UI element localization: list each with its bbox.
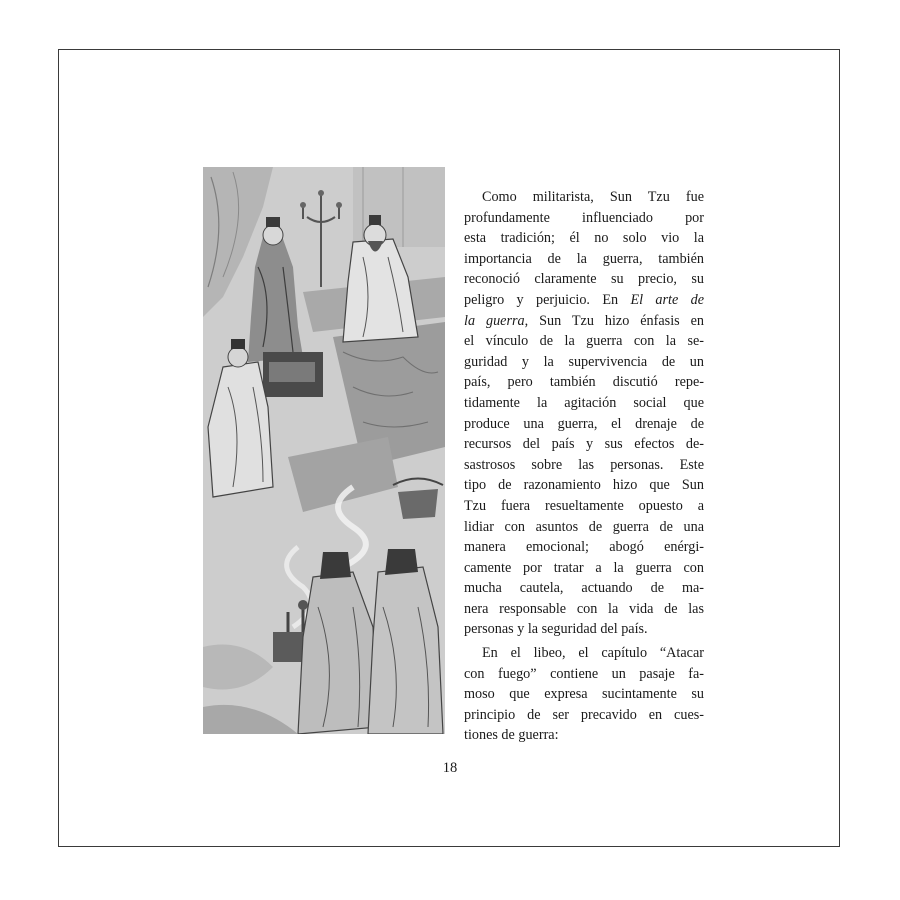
text-line: tipo de razonamiento hizo que Sun [464, 477, 704, 494]
text-line: Como militarista, Sun Tzu fue [482, 189, 704, 205]
text-line: nera responsable con la vida de las [464, 600, 704, 617]
text-line: sastrosos sobre las personas. Este [464, 456, 704, 473]
text-line [464, 311, 704, 332]
text-line: guridad y la supervivencia de un [464, 353, 704, 370]
text-line: esta tradición; él no solo vio la [464, 230, 704, 247]
text-segment: peligro y perjuicio. En [464, 291, 631, 308]
text-line: mucha cautela, actuando de ma- [464, 580, 704, 597]
body-text [464, 187, 704, 746]
illustration [203, 167, 445, 734]
text-line: reconoció claramente su precio, su [464, 271, 704, 288]
text-line: importancia de la guerra, también [464, 250, 704, 267]
text-line: manera emocional; abogó enérgi- [464, 539, 704, 556]
text-line: principio de ser precavido en cues- [464, 706, 704, 723]
ink-painting-image [203, 167, 445, 734]
text-line: moso que expresa sucintamente su [464, 686, 704, 703]
book-title-italic: El arte de [630, 291, 704, 308]
page-border [58, 49, 840, 847]
text-line: el vínculo de la guerra con la se- [464, 333, 704, 350]
text-line: tidamente la agitación social que [464, 394, 704, 411]
text-line: lidiar con asuntos de guerra de una [464, 518, 704, 535]
text-line: país, pero también discutió repe- [464, 374, 704, 391]
text-line: En el libeo, el capítulo “Atacar [482, 645, 704, 662]
text-line: personas y la seguridad del país. [464, 621, 648, 638]
text-line: con fuego” contiene un pasaje fa- [464, 665, 704, 682]
text-line: tiones de guerra: [464, 727, 559, 744]
text-segment: , Sun Tzu hizo énfasis en [524, 312, 705, 329]
book-title-italic: la guerra [464, 312, 525, 329]
text-line: Tzu fuera resueltamente opuesto a [464, 497, 704, 514]
text-line [464, 290, 704, 311]
text-line: recursos del país y sus efectos de- [464, 436, 704, 453]
page-number: 18 [442, 760, 458, 776]
text-line: profundamente influenciado por [464, 209, 704, 226]
text-line: produce una guerra, el drenaje de [464, 415, 704, 432]
text-line: camente por tratar a la guerra con [464, 559, 704, 576]
